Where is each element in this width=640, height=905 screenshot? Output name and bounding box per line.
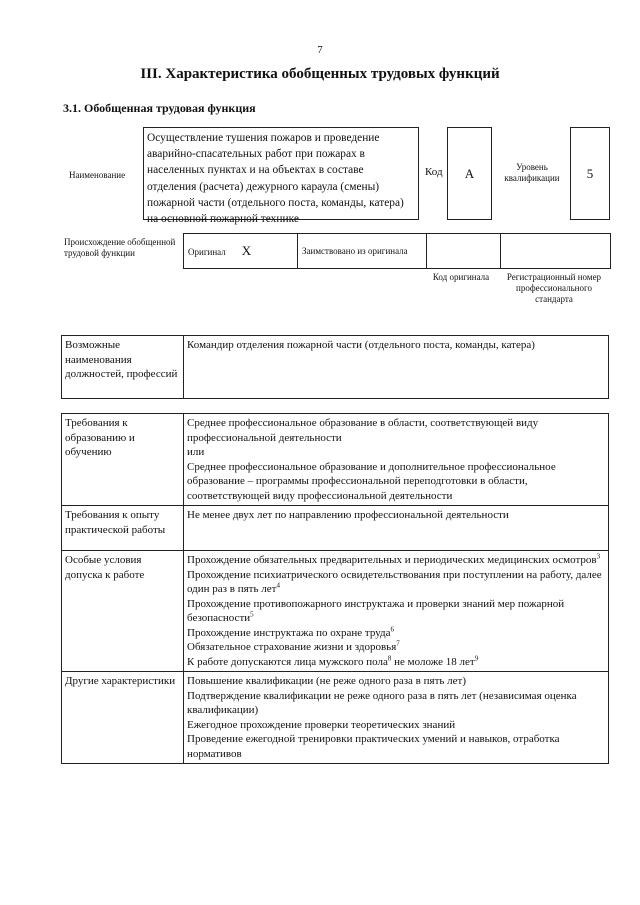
- list-item: Обязательное страхование жизни и здоровья$^7$: [187, 639, 400, 653]
- list-item: Прохождение инструктажа по охране труда$^6$: [187, 624, 395, 639]
- reg-number-label: Регистрационный номер профессионального стандарта: [506, 272, 602, 304]
- other-label: Другие характеристики: [62, 672, 184, 764]
- requirements-table: [61, 413, 609, 764]
- table-row: [62, 551, 609, 672]
- original-label: Оригинал: [188, 247, 226, 257]
- list-item: или: [187, 446, 205, 458]
- list-item: Среднее профессиональное образование и дополнительное профессиональное образование – программы профессиональной переподготовки в области, соответствующей виду профессиональной деятельности: [187, 460, 556, 502]
- list-item: Ежегодное прохождение проверки теоретических знаний: [187, 718, 456, 731]
- education-label: Требования к образованию и обучению: [62, 414, 184, 506]
- code-value: А: [447, 127, 492, 220]
- list-item: Не менее двух лет по направлению профессиональной деятельности: [187, 509, 509, 521]
- list-item: Среднее профессиональное образование в области, соответствующей виду профессиональной деятельности: [187, 417, 539, 444]
- function-name-value: Осуществление тушения пожаров и проведение аварийно-спасательных работ при пожарах в населенных пунктах и на объектах в составе отделения (расчета) дежурного караула (смены) пожарной части (отдельного поста, команды, катера) на основной пожарной технике: [143, 127, 419, 220]
- table-row: [62, 672, 609, 764]
- list-item: Повышение квалификации (не реже одного раза в пять лет): [187, 675, 466, 687]
- footnote-mark: 9: [474, 653, 479, 662]
- list-item: Подтверждение квалификации не реже одного раза в пять лет (независимая оценка квалификации): [187, 689, 577, 716]
- other-value: [184, 672, 609, 764]
- experience-value: [184, 506, 609, 551]
- page-number: 7: [317, 44, 323, 56]
- origin-table: [183, 233, 611, 269]
- code-label: Код: [425, 166, 443, 178]
- list-item: Прохождение обязательных предварительных и периодических медицинских осмотров$^3$: [187, 552, 601, 566]
- footnote-mark: 5: [250, 610, 254, 619]
- name-label: Наименование: [69, 170, 126, 180]
- footnote-mark: 3: [596, 552, 601, 561]
- table-row: [62, 414, 609, 506]
- original-code-cell: [427, 234, 501, 269]
- special-conditions-value: [184, 551, 609, 672]
- experience-label: Требования к опыту практической работы: [62, 506, 184, 551]
- positions-label: Возможные наименования должностей, профессий: [62, 336, 184, 399]
- positions-value: Командир отделения пожарной части (отдельного поста, команды, катера): [184, 336, 609, 399]
- education-value: [184, 414, 609, 506]
- footnote-mark: 6: [390, 624, 395, 633]
- borrowed-label: Заимствовано из оригинала: [298, 234, 427, 269]
- level-value: 5: [570, 127, 610, 220]
- subsection-title: 3.1. Обобщенная трудовая функция: [63, 101, 256, 115]
- original-code-label: Код оригинала: [432, 272, 490, 282]
- origin-label: Происхождение обобщенной трудовой функции: [64, 237, 176, 258]
- original-cell: [184, 234, 298, 269]
- list-item: Прохождение противопожарного инструктажа и проверки знаний мер пожарной безопасности$^5$: [187, 597, 565, 624]
- level-label: Уровень квалификации: [504, 162, 560, 183]
- positions-table: [61, 335, 609, 399]
- footnote-mark: 7: [396, 639, 400, 648]
- list-item: Прохождение психиатрического освидетельствования при поступлении на работу, далее один раз в пять лет$^4$: [187, 568, 602, 595]
- list-item: Проведение ежегодной тренировки практических умений и навыков, отработка нормативов: [187, 733, 560, 760]
- special-conditions-label: Особые условия допуска к работе: [62, 551, 184, 672]
- list-item: К работе допускаются лица мужского пола$^8$ не моложе 18 лет$^9$: [187, 653, 479, 668]
- original-mark: X: [241, 243, 252, 258]
- section-title: III. Характеристика обобщенных трудовых функций: [140, 66, 500, 82]
- footnote-mark: 8: [387, 653, 392, 662]
- reg-number-cell: [501, 234, 611, 269]
- table-row: [62, 506, 609, 551]
- footnote-mark: 4: [276, 581, 280, 590]
